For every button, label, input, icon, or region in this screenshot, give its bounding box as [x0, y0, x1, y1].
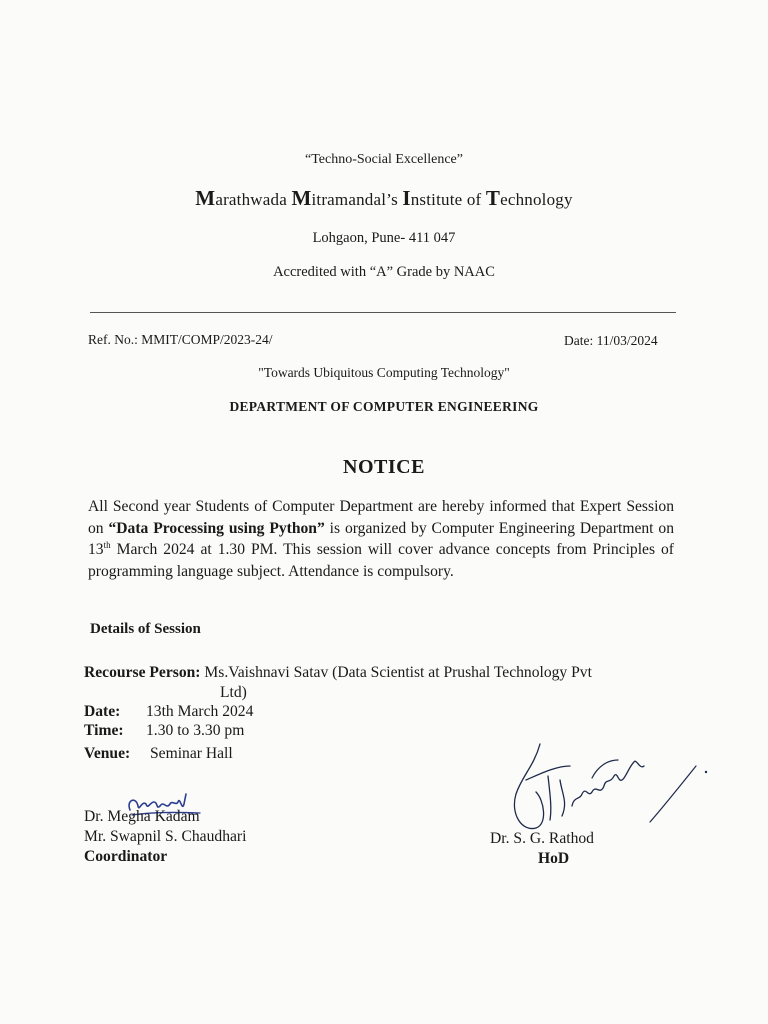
resource-person-value: Ms.Vaishnavi Satav (Data Scientist at Prushal Technology Pvt — [200, 664, 592, 681]
ordinal-suffix: th — [103, 539, 111, 550]
department-name: DEPARTMENT OF COMPUTER ENGINEERING — [229, 399, 539, 414]
institute-word-2-initial: M — [291, 186, 312, 210]
session-venue-value: Seminar Hall — [150, 745, 233, 762]
hod-title: HoD — [538, 850, 570, 867]
coordinator-title: Coordinator — [84, 848, 168, 865]
hod-signature-dot — [705, 771, 707, 773]
institute-word-4-initial: T — [485, 186, 501, 210]
hod-name: Dr. S. G. Rathod — [490, 830, 594, 847]
institute-address: Lohgaon, Pune- 411 047 — [312, 230, 456, 246]
session-date-label: Date: — [84, 703, 121, 720]
hod-signature-name-stroke — [572, 761, 644, 806]
resource-person-continuation: Ltd) — [220, 684, 247, 701]
notice-text-3: March 2024 at 1.30 PM. This session will cover advance concepts from Principles of programming language subject. Attendance is compulsory. — [88, 541, 674, 580]
institute-word-3-initial: I — [402, 186, 411, 210]
coordinator-1-name: Dr. Megha Kadam — [84, 808, 200, 825]
college-motto: “Techno-Social Excellence” — [305, 152, 463, 167]
institute-word-1-initial: M — [195, 186, 216, 210]
session-venue-label: Venue: — [84, 745, 131, 762]
hod-signature-strokes — [526, 766, 570, 820]
institute-word-2-rest: itramandal’s — [311, 190, 398, 209]
reference-number: Ref. No.: MMIT/COMP/2023-24/ — [88, 332, 273, 347]
institute-name — [0, 186, 768, 211]
hod-signature-loop — [514, 744, 543, 829]
notice-date: Date: 11/03/2024 — [564, 333, 658, 348]
session-topic: “Data Processing using Python” — [108, 519, 325, 537]
session-time-label: Time: — [84, 722, 124, 739]
resource-person-row — [84, 664, 684, 682]
notice-text-2: is organized by Computer Engineering Department on 13 — [88, 519, 675, 558]
institute-word-3-rest: nstitute of — [410, 190, 482, 209]
session-time-value: 1.30 to 3.30 pm — [146, 722, 245, 739]
institute-word-4-rest: echnology — [500, 190, 573, 209]
session-date-value: 13th March 2024 — [146, 703, 254, 720]
notice-text-1: All Second year Students of Computer Department are hereby informed that Expert Session on — [88, 498, 674, 537]
header-divider — [90, 312, 676, 313]
accreditation: Accredited with “A” Grade by NAAC — [273, 264, 495, 280]
department-tagline: "Towards Ubiquitous Computing Technology" — [258, 365, 510, 380]
resource-person-label: Recourse Person: — [84, 664, 201, 681]
coordinator-2-name: Mr. Swapnil S. Chaudhari — [84, 828, 247, 845]
session-date-row — [84, 703, 253, 721]
notice-body — [88, 496, 674, 582]
session-venue-row — [84, 745, 233, 763]
institute-word-1-rest: arathwada — [215, 190, 287, 209]
session-details-heading: Details of Session — [90, 621, 201, 637]
session-time-row — [84, 722, 244, 740]
notice-title: NOTICE — [343, 456, 425, 478]
hod-signature-slash — [650, 766, 696, 822]
